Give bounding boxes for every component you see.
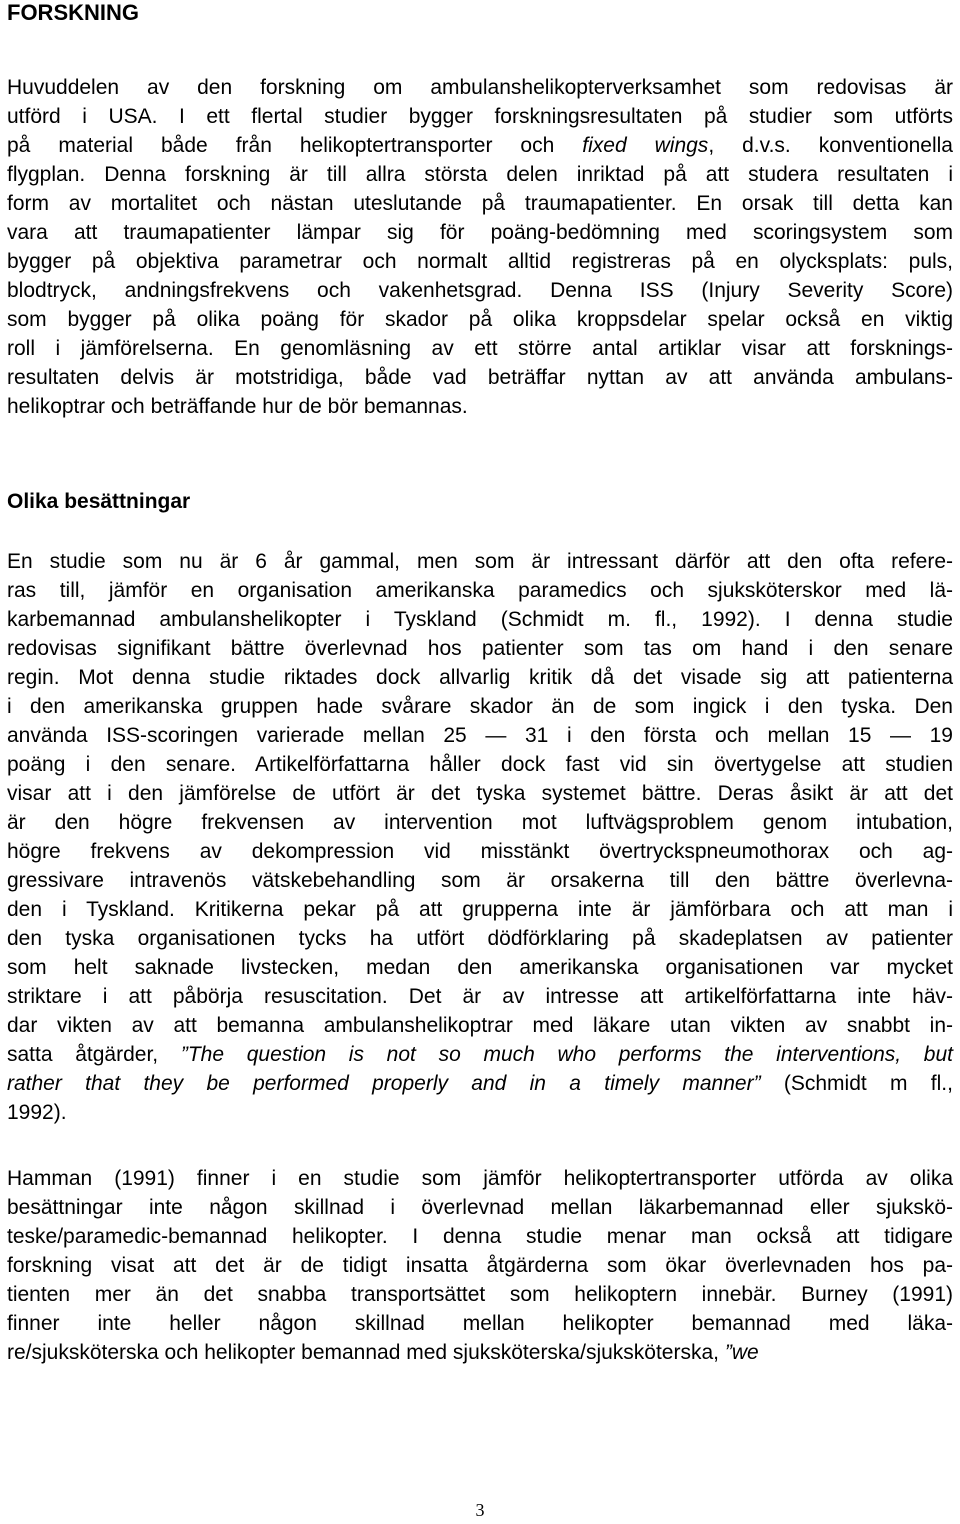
text-line: använda ISS-scoringen varierade mellan 25 — 31 i den första och mellan 15 — 19	[7, 724, 953, 747]
crew-paragraph	[7, 547, 953, 1127]
text-line: Huvuddelen av den forskning om ambulanshelikopterverksamhet som redovisas är	[7, 76, 953, 99]
text-line: forskning visat att det är de tidigt insatta åtgärderna som ökar överlevnaden hos pa-	[7, 1254, 953, 1277]
text-line: regin. Mot denna studie riktades dock allvarlig kritik då det visade sig att patienterna	[7, 666, 953, 689]
text-line: som bygger på olika poäng för skador på olika kroppsdelar spelar också en viktig	[7, 308, 953, 331]
page-title: FORSKNING	[7, 0, 139, 25]
text-line: redovisas signifikant bättre överlevnad hos patienter som tas om hand i den senare	[7, 637, 953, 660]
section-heading: Olika besättningar	[7, 490, 191, 513]
text-line: den i Tyskland. Kritikerna pekar på att grupperna inte är jämförbara och att man i	[7, 898, 953, 921]
text-line: besättningar inte någon skillnad i överlevnad mellan läkarbemannad eller sjukskö-	[7, 1196, 953, 1219]
text-line: 1992).	[7, 1101, 67, 1124]
text-line: gressivare intravenös vätskebehandling som är orsakerna till den bättre överlevna-	[7, 869, 953, 892]
italic-term: fixed wings	[582, 134, 709, 157]
citation: (Schmidt m fl.,	[760, 1072, 953, 1095]
text-line: högre frekvens av dekompression vid misstänkt övertryckspneumothorax och ag-	[7, 840, 953, 863]
text-line: teske/paramedic-bemannad helikopter. I denna studie menar man också att tidigare	[7, 1225, 953, 1248]
quote-text: ”we	[724, 1341, 759, 1364]
text-line: i den amerikanska gruppen hade svårare skador än de som ingick i den tyska. Den	[7, 695, 953, 718]
text-line	[7, 1338, 953, 1367]
text-line: vara att traumapatienter lämpar sig för poäng-bedömning med scoringsystem som	[7, 221, 953, 244]
text-line: ras till, jämför en organisation amerikanska paramedics och sjuksköterskor med lä-	[7, 579, 953, 602]
text-line: är den högre frekvensen av intervention mot luftvägsproblem genom intubation,	[7, 811, 953, 834]
text-span: , d.v.s. konventionella	[708, 134, 953, 157]
quote-text: rather that they be performed properly and in a timely manner”	[7, 1072, 761, 1095]
quote-text: ”The question is not so much who performs the interventions, but	[180, 1043, 953, 1066]
text-line: den tyska organisationen tycks ha utfört dödförklaring på skadeplatsen av patienter	[7, 927, 953, 950]
text-line: finner inte heller någon skillnad mellan helikopter bemannad med läka-	[7, 1312, 953, 1335]
text-line: visar att i den jämförelse de utfört är det tyska systemet bättre. Deras åsikt är att det	[7, 782, 953, 805]
text-line: som helt saknade livstecken, medan den amerikanska organisationen var mycket	[7, 956, 953, 979]
page-number: 3	[475, 1500, 485, 1520]
intro-paragraph	[7, 73, 953, 421]
text-line: karbemannad ambulanshelikopter i Tyskland (Schmidt m. fl., 1992). I denna studie	[7, 608, 953, 631]
text-span: re/sjuksköterska och helikopter bemannad med sjuksköterska/sjuksköterska,	[7, 1341, 725, 1364]
text-line: helikoptrar och beträffande hur de bör bemannas.	[7, 395, 468, 418]
text-span: på material både från helikoptertransporter och	[7, 134, 583, 157]
text-line: flygplan. Denna forskning är till allra största delen inriktad på att studera resultaten i	[7, 163, 953, 186]
text-line	[7, 131, 953, 160]
text-line: utförd i USA. I ett flertal studier bygger forskningsresultaten på studier som utförts	[7, 105, 953, 128]
text-line: bygger på objektiva parametrar och normalt alltid registreras på en olycksplats: puls,	[7, 250, 953, 273]
text-line: En studie som nu är 6 år gammal, men som är intressant därför att den ofta refere-	[7, 550, 953, 573]
text-line: dar vikten av att bemanna ambulanshelikoptrar med läkare utan vikten av snabbt in-	[7, 1014, 953, 1037]
text-line: striktare i att påbörja resuscitation. Det är av intresse att artikelförfattarna inte häv-	[7, 985, 953, 1008]
text-line	[7, 1040, 953, 1069]
text-line: resultaten delvis är motstridiga, både vad beträffar nyttan av att använda ambulans-	[7, 366, 953, 389]
text-line: blodtryck, andningsfrekvens och vakenhetsgrad. Denna ISS (Injury Severity Score)	[7, 279, 953, 302]
text-line: tienten mer än det snabba transportsättet som helikoptern innebär. Burney (1991)	[7, 1283, 953, 1306]
text-span: satta åtgärder,	[7, 1043, 181, 1066]
hamman-paragraph	[7, 1164, 953, 1367]
text-line: roll i jämförelserna. En genomläsning av ett större antal artiklar visar att forsknings-	[7, 337, 953, 360]
text-line	[7, 1069, 953, 1098]
text-line: Hamman (1991) finner i en studie som jämför helikoptertransporter utförda av olika	[7, 1167, 953, 1190]
text-line: form av mortalitet och nästan uteslutande på traumapatienter. En orsak till detta kan	[7, 192, 953, 215]
text-line: poäng i den senare. Artikelförfattarna håller dock fast vid sin övertygelse att studien	[7, 753, 953, 776]
